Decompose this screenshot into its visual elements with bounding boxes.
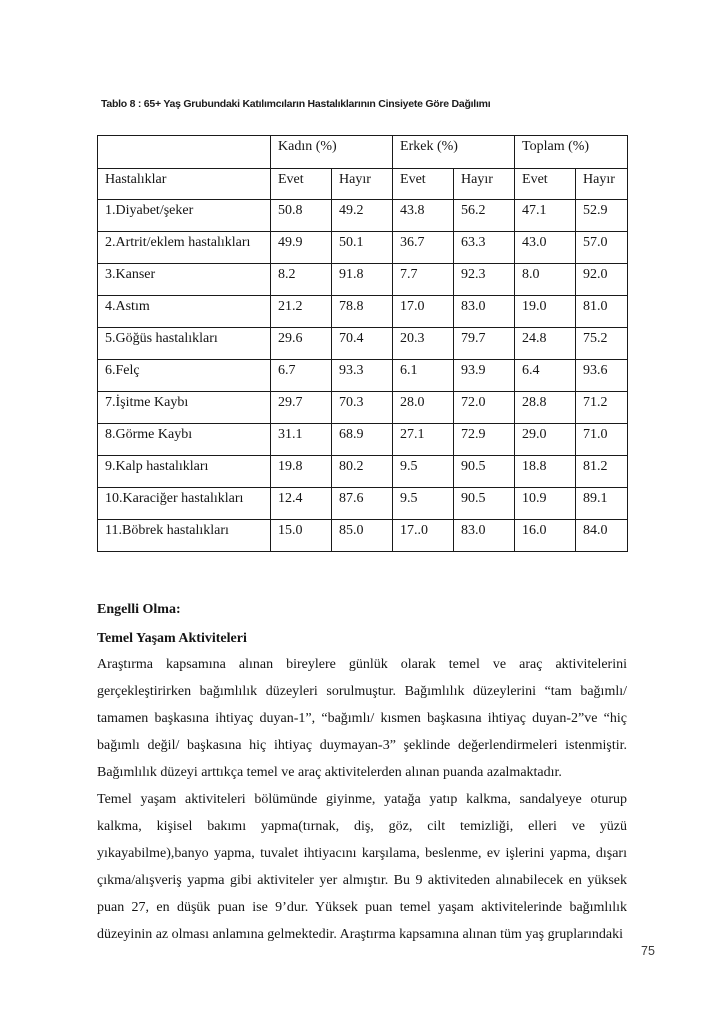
table-row [98, 232, 628, 264]
value-cell: 52.9 [576, 200, 628, 232]
disease-label: 2.Artrit/eklem hastalıkları [98, 232, 271, 264]
value-cell: 78.8 [332, 296, 393, 328]
table-caption: Tablo 8 : 65+ Yaş Grubundaki Katılımcıların Hastalıklarının Cinsiyete Göre Dağılımı [101, 98, 491, 110]
value-cell: 29.0 [515, 424, 576, 456]
disease-label: 11.Böbrek hastalıkları [98, 520, 271, 552]
value-cell: 18.8 [515, 456, 576, 488]
table-row [98, 456, 628, 488]
table-row [98, 360, 628, 392]
value-cell: 90.5 [454, 488, 515, 520]
value-cell: 90.5 [454, 456, 515, 488]
disease-label: 9.Kalp hastalıkları [98, 456, 271, 488]
value-cell: 36.7 [393, 232, 454, 264]
disease-label: 6.Felç [98, 360, 271, 392]
table-row [98, 424, 628, 456]
disease-label: 3.Kanser [98, 264, 271, 296]
value-cell: 6.4 [515, 360, 576, 392]
disease-label: 8.Görme Kaybı [98, 424, 271, 456]
value-cell: 93.3 [332, 360, 393, 392]
paragraph: Temel yaşam aktiviteleri bölümünde giyinme, yatağa yatıp kalkma, sandalyeye oturup kalkma, kişisel bakımı yapma(tırnak, diş, göz, cilt temizliği, elleri ve yüzü yıkayabilme),banyo yapma, tuvalet ihtiyacını karşılama, beslenme, ev işlerini yapma, dışarı çıkma/alışveriş yapma gibi aktiviteler yer almıştır. Bu 9 aktiviteden alınabilecek en yüksek puan 27, en düşük puan ise 9’dur. Yüksek puan temel yaşam aktivitelerinde bağımlılık düzeyinin az olması anlamına gelmektedir. Araştırma kapsamına alınan tüm yaş gruplarındaki [97, 792, 627, 942]
value-cell: 49.2 [332, 200, 393, 232]
value-cell: 9.5 [393, 456, 454, 488]
value-cell: 50.1 [332, 232, 393, 264]
value-cell: 70.4 [332, 328, 393, 360]
group-header-erkek: Erkek (%) [393, 136, 515, 169]
disease-label: 7.İşitme Kaybı [98, 392, 271, 424]
column-header-hastaliklar: Hastalıklar [98, 169, 271, 200]
value-cell: 29.7 [271, 392, 332, 424]
column-header-hayir: Hayır [454, 169, 515, 200]
page-number: 75 [641, 944, 655, 958]
value-cell: 89.1 [576, 488, 628, 520]
section-heading-engelli-olma: Engelli Olma: [97, 602, 181, 617]
table-row [98, 392, 628, 424]
value-cell: 16.0 [515, 520, 576, 552]
group-header-kadin: Kadın (%) [271, 136, 393, 169]
value-cell: 6.7 [271, 360, 332, 392]
section-heading-temel-yasam: Temel Yaşam Aktiviteleri [97, 631, 247, 646]
disease-distribution-table [97, 135, 628, 552]
value-cell: 57.0 [576, 232, 628, 264]
paragraph: Araştırma kapsamına alınan bireylere günlük olarak temel ve araç aktivitelerini gerçekleştirirken bağımlılık düzeyleri sorulmuştur. Bağımlılık düzeylerini “tam bağımlı/ tamamen başkasına ihtiyaç duyan-1”, “bağımlı/ kısmen başkasına ihtiyaç duyan-2”ve “hiç bağımlı değil/ başkasına hiç ihtiyaç duymayan-3” şeklinde değerlendirmeleri istenmiştir. Bağımlılık düzeyi arttıkça temel ve araç aktivitelerden alınan puanda azalmaktadır. [97, 657, 627, 780]
value-cell: 8.2 [271, 264, 332, 296]
column-header-evet: Evet [515, 169, 576, 200]
corner-cell [98, 136, 271, 169]
table-row [98, 264, 628, 296]
column-header-hayir: Hayır [332, 169, 393, 200]
value-cell: 87.6 [332, 488, 393, 520]
value-cell: 28.0 [393, 392, 454, 424]
value-cell: 43.8 [393, 200, 454, 232]
value-cell: 29.6 [271, 328, 332, 360]
group-header-toplam: Toplam (%) [515, 136, 628, 169]
value-cell: 71.0 [576, 424, 628, 456]
table-row [98, 488, 628, 520]
disease-label: 10.Karaciğer hastalıkları [98, 488, 271, 520]
column-header-hayir: Hayır [576, 169, 628, 200]
value-cell: 68.9 [332, 424, 393, 456]
group-header-row [98, 136, 628, 169]
value-cell: 19.0 [515, 296, 576, 328]
value-cell: 43.0 [515, 232, 576, 264]
value-cell: 9.5 [393, 488, 454, 520]
disease-label: 5.Göğüs hastalıkları [98, 328, 271, 360]
value-cell: 28.8 [515, 392, 576, 424]
value-cell: 49.9 [271, 232, 332, 264]
value-cell: 79.7 [454, 328, 515, 360]
value-cell: 72.9 [454, 424, 515, 456]
value-cell: 8.0 [515, 264, 576, 296]
value-cell: 15.0 [271, 520, 332, 552]
value-cell: 27.1 [393, 424, 454, 456]
value-cell: 63.3 [454, 232, 515, 264]
value-cell: 83.0 [454, 520, 515, 552]
value-cell: 10.9 [515, 488, 576, 520]
value-cell: 19.8 [271, 456, 332, 488]
value-cell: 17..0 [393, 520, 454, 552]
value-cell: 84.0 [576, 520, 628, 552]
value-cell: 56.2 [454, 200, 515, 232]
column-header-evet: Evet [271, 169, 332, 200]
value-cell: 71.2 [576, 392, 628, 424]
value-cell: 91.8 [332, 264, 393, 296]
value-cell: 92.3 [454, 264, 515, 296]
value-cell: 81.2 [576, 456, 628, 488]
column-header-evet: Evet [393, 169, 454, 200]
value-cell: 7.7 [393, 264, 454, 296]
value-cell: 70.3 [332, 392, 393, 424]
value-cell: 12.4 [271, 488, 332, 520]
value-cell: 50.8 [271, 200, 332, 232]
value-cell: 72.0 [454, 392, 515, 424]
table-row [98, 200, 628, 232]
value-cell: 6.1 [393, 360, 454, 392]
value-cell: 93.6 [576, 360, 628, 392]
sub-header-row [98, 169, 628, 200]
value-cell: 85.0 [332, 520, 393, 552]
value-cell: 75.2 [576, 328, 628, 360]
table-row [98, 520, 628, 552]
value-cell: 31.1 [271, 424, 332, 456]
disease-label: 4.Astım [98, 296, 271, 328]
value-cell: 81.0 [576, 296, 628, 328]
value-cell: 83.0 [454, 296, 515, 328]
table-row [98, 296, 628, 328]
value-cell: 17.0 [393, 296, 454, 328]
value-cell: 20.3 [393, 328, 454, 360]
value-cell: 47.1 [515, 200, 576, 232]
body-text-section [97, 600, 627, 948]
disease-label: 1.Diyabet/şeker [98, 200, 271, 232]
value-cell: 80.2 [332, 456, 393, 488]
value-cell: 24.8 [515, 328, 576, 360]
value-cell: 92.0 [576, 264, 628, 296]
value-cell: 21.2 [271, 296, 332, 328]
table-row [98, 328, 628, 360]
value-cell: 93.9 [454, 360, 515, 392]
